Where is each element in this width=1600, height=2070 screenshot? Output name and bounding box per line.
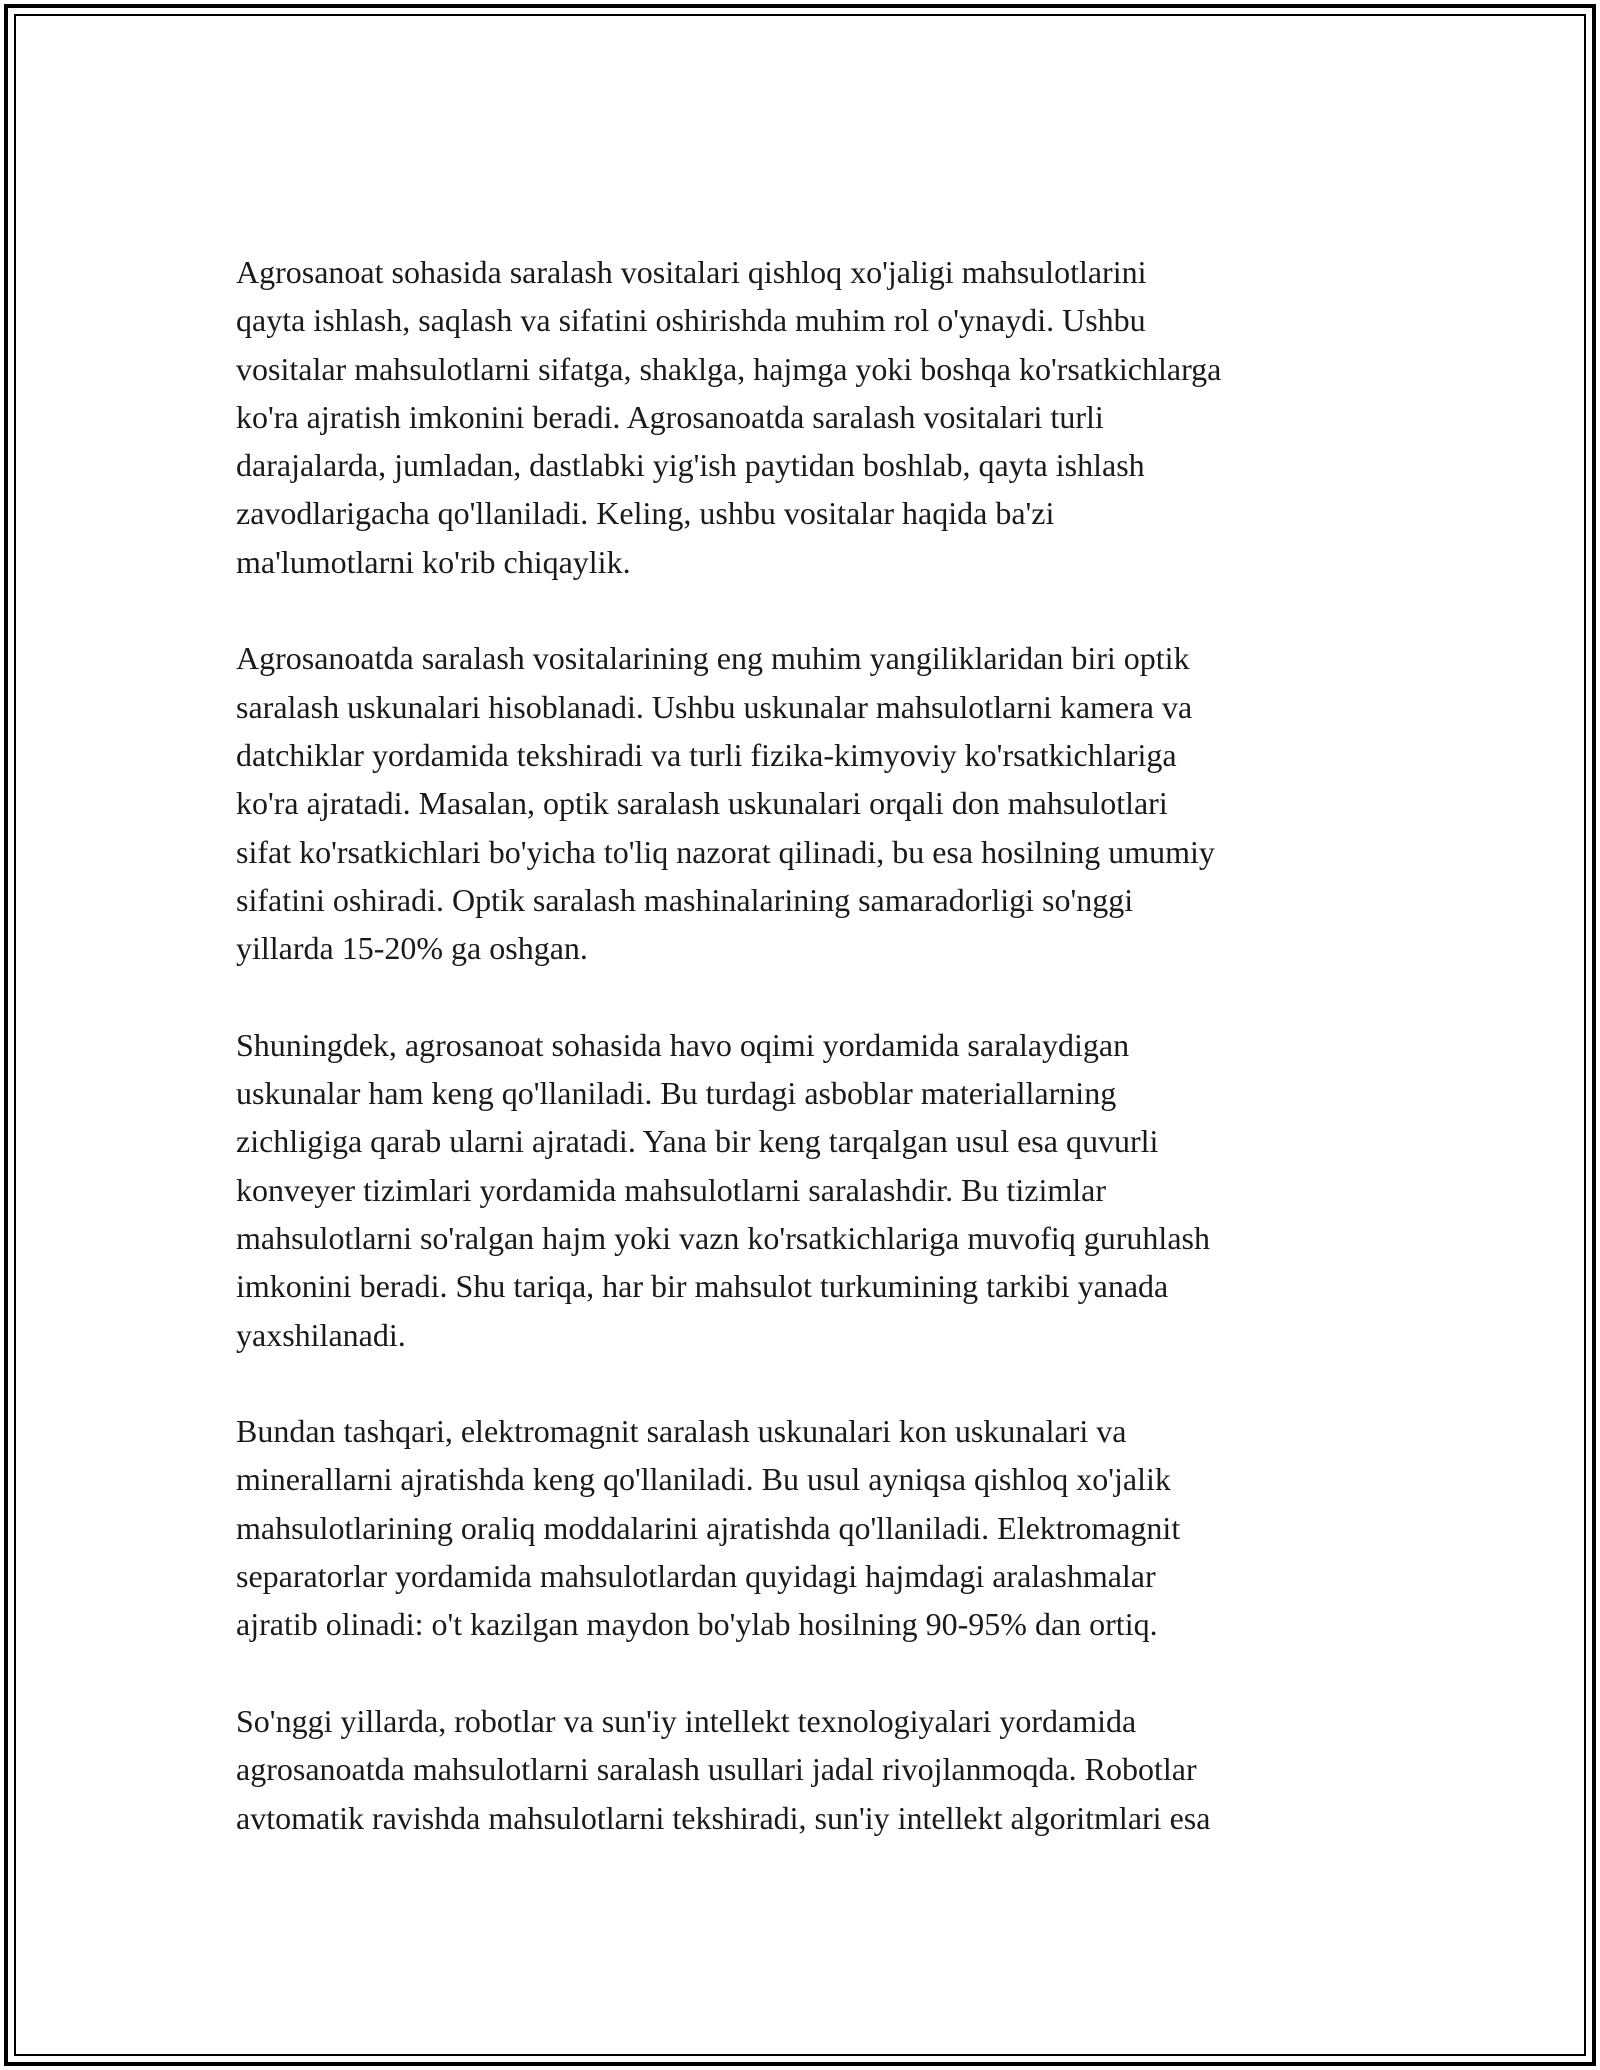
text-line: sifat ko'rsatkichlari bo'yicha to'liq nazorat qilinadi, bu esa hosilning umumiy <box>236 833 1215 870</box>
text-line: vositalar mahsulotlarni sifatga, shaklga, hajmga yoki boshqa ko'rsatkichlarga <box>236 350 1222 387</box>
text-line: ma'lumotlarni ko'rib chiqaylik. <box>236 543 631 580</box>
text-line: Agrosanoatda saralash vositalarining eng muhim yangiliklaridan biri optik <box>236 640 1190 677</box>
text-line: Shuningdek, agrosanoat sohasida havo oqimi yordamida saralaydigan <box>236 1026 1130 1063</box>
paragraph-optical-sorting <box>236 634 1376 972</box>
text-line: saralash uskunalari hisoblanadi. Ushbu uskunalar mahsulotlarni kamera va <box>236 688 1193 725</box>
text-line: Bundan tashqari, elektromagnit saralash uskunalari kon uskunalari va <box>236 1413 1127 1450</box>
text-line: qayta ishlash, saqlash va sifatini oshirishda muhim rol o'ynaydi. Ushbu <box>236 302 1146 339</box>
text-line: sifatini oshiradi. Optik saralash mashinalarining samaradorligi so'nggi <box>236 881 1134 918</box>
text-line: mahsulotlarni so'ralgan hajm yoki vazn ko'rsatkichlariga muvofiq guruhlash <box>236 1219 1210 1256</box>
text-line: darajalarda, jumladan, dastlabki yig'ish paytidan boshlab, qayta ishlash <box>236 447 1145 484</box>
text-line: zavodlarigacha qo'llaniladi. Keling, ushbu vositalar haqida ba'zi <box>236 495 1055 532</box>
text-line: imkonini beradi. Shu tariqa, har bir mahsulot turkumining tarkibi yanada <box>236 1268 1169 1305</box>
text-line: Agrosanoat sohasida saralash vositalari qishloq xo'jaligi mahsulotlarini <box>236 254 1147 290</box>
text-line: So'nggi yillarda, robotlar va sun'iy intellekt texnologiyalari yordamida <box>236 1702 1137 1739</box>
text-line: avtomatik ravishda mahsulotlarni tekshiradi, sun'iy intellekt algoritmlari esa <box>236 1799 1211 1836</box>
paragraph-air-flow-sorting <box>236 1021 1376 1359</box>
text-line: ko'ra ajratish imkonini beradi. Agrosanoatda saralash vositalari turli <box>236 398 1104 435</box>
text-line: mahsulotlarining oraliq moddalarini ajratishda qo'llaniladi. Elektromagnit <box>236 1509 1181 1546</box>
text-line: konveyer tizimlari yordamida mahsulotlarni saralashdir. Bu tizimlar <box>236 1171 1106 1208</box>
text-line: ko'ra ajratadi. Masalan, optik saralash uskunalari orqali don mahsulotlari <box>236 785 1168 822</box>
paragraph-robotics-ai <box>236 1697 1376 1842</box>
text-line: datchiklar yordamida tekshiradi va turli fizika-kimyoviy ko'rsatkichlariga <box>236 736 1177 773</box>
paragraph-introduction <box>236 248 1376 586</box>
text-line: ajratib olinadi: o't kazilgan maydon bo'ylab hosilning 90-95% dan ortiq. <box>236 1606 1158 1643</box>
text-line: zichligiga qarab ularni ajratadi. Yana bir keng tarqalgan usul esa quvurli <box>236 1123 1159 1160</box>
text-line: agrosanoatda mahsulotlarni saralash usullari jadal rivojlanmoqda. Robotlar <box>236 1751 1197 1788</box>
text-line: separatorlar yordamida mahsulotlardan quyidagi hajmdagi aralashmalar <box>236 1558 1156 1595</box>
text-line: minerallarni ajratishda keng qo'llaniladi. Bu usul ayniqsa qishloq xo'jalik <box>236 1461 1171 1498</box>
paragraph-electromagnetic-sorting <box>236 1407 1376 1648</box>
text-line: yaxshilanadi. <box>236 1316 406 1353</box>
document-body <box>236 248 1376 1890</box>
text-line: uskunalar ham keng qo'llaniladi. Bu turdagi asboblar materiallarning <box>236 1075 1117 1112</box>
text-line: yillarda 15-20% ga oshgan. <box>236 930 588 967</box>
